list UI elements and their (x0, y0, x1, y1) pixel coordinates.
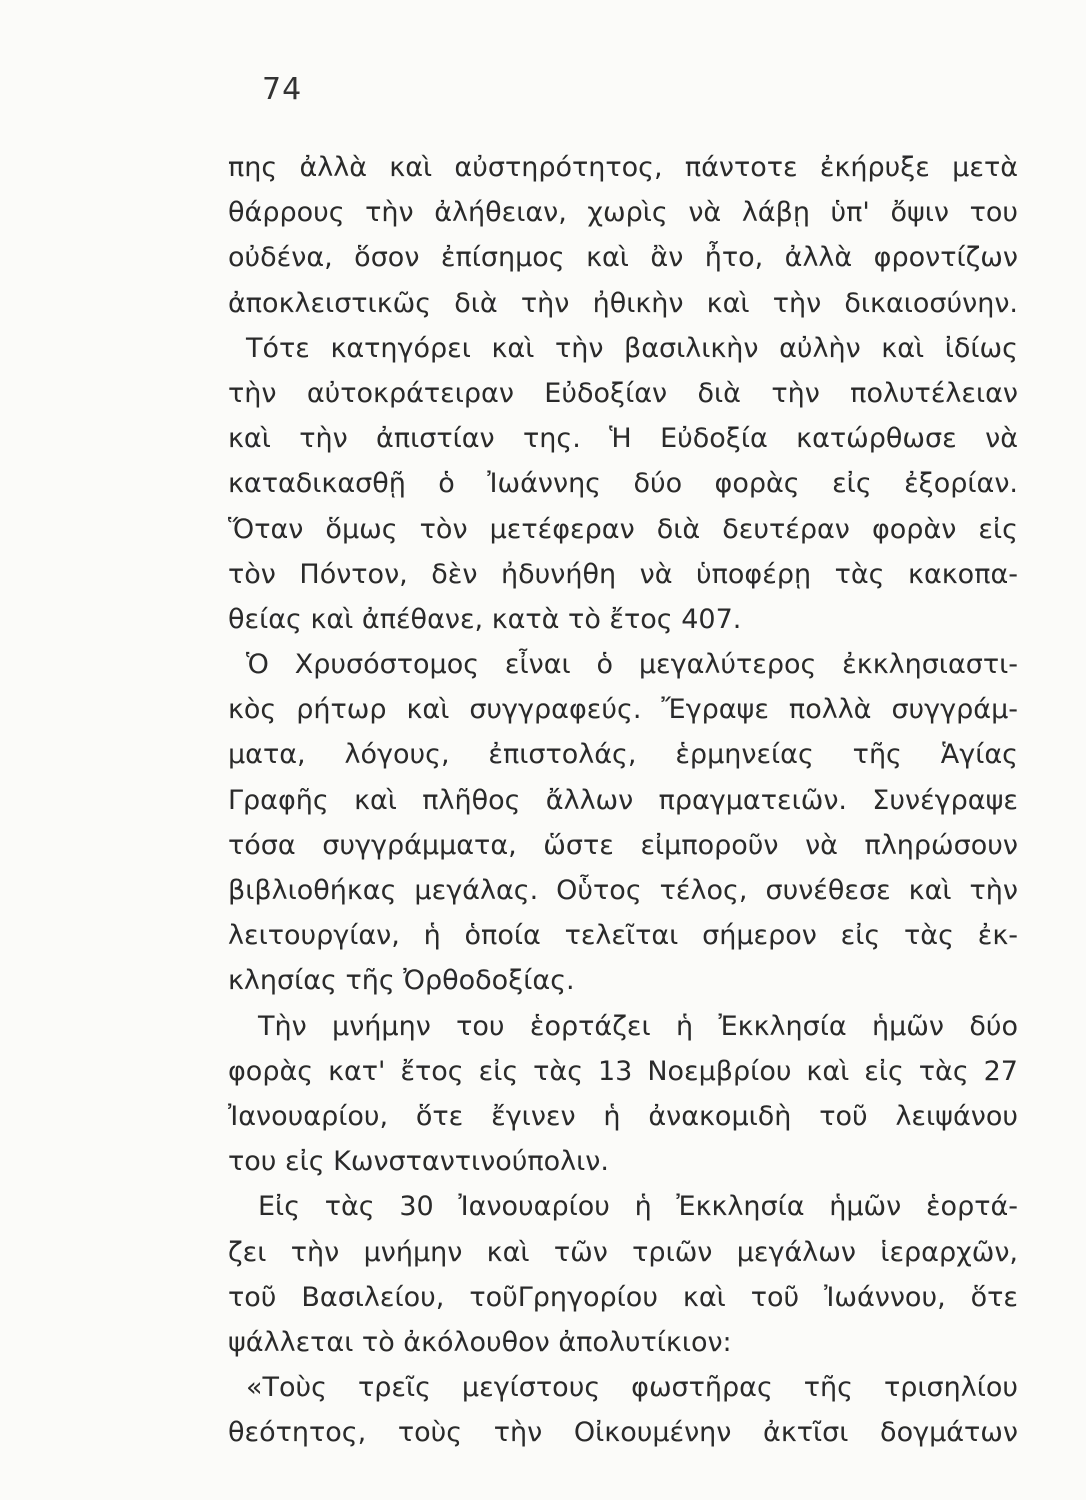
text-line: Ὁ Χρυσόστομος εἶναι ὁ μεγαλύτερος ἐκκλησιαστι- (246, 649, 1018, 681)
text-line: ζει τὴν μνήμην καὶ τῶν τριῶν μεγάλων ἱεραρχῶν, (228, 1236, 1018, 1268)
text-line: Ὅταν ὅμως τὸν μετέφεραν διὰ δευτέραν φορὰν εἰς (228, 513, 1018, 545)
text-line: λειτουργίαν, ἡ ὁποία τελεῖται σήμερον εἰς τὰς ἐκ- (228, 920, 1018, 952)
text-line: Τότε κατηγόρει καὶ τὴν βασιλικὴν αὐλὴν καὶ ἰδίως (246, 332, 1018, 364)
text-line: καὶ τὴν ἀπιστίαν της. Ἡ Εὐδοξία κατώρθωσε νὰ (228, 423, 1018, 455)
text-line: Εἰς τὰς 30 Ἰανουαρίου ἡ Ἐκκλησία ἡμῶν ἑορτά- (258, 1191, 1018, 1223)
text-line: βιβλιοθήκας μεγάλας. Οὗτος τέλος, συνέθεσε καὶ τὴν (228, 875, 1018, 906)
text-line: καταδικασθῇ ὁ Ἰωάννης δύο φορὰς εἰς ἐξορίαν. (228, 468, 1018, 500)
text-line: του εἰς Κωνσταντινούπολιν. (228, 1146, 609, 1178)
text-line: κὸς ρήτωρ καὶ συγγραφεύς. Ἔγραψε πολλὰ συγγράμ- (228, 694, 1018, 726)
page-number: 74 (262, 72, 303, 107)
text-line: φορὰς κατ' ἔτος εἰς τὰς 13 Νοεμβρίου καὶ εἰς τὰς 27 (228, 1055, 1018, 1087)
text-line: οὐδένα, ὅσον ἐπίσημος καὶ ἂν ἦτο, ἀλλὰ φροντίζων (228, 242, 1018, 274)
text-line: «Τοὺς τρεῖς μεγίστους φωστῆρας τῆς τρισηλίου (246, 1372, 1018, 1404)
text-line: ἀποκλειστικῶς διὰ τὴν ἠθικὴν καὶ τὴν δικαιοσύνην. (228, 287, 1018, 319)
text-line: πης ἀλλὰ καὶ αὐστηρότητος, πάντοτε ἐκήρυξε μετὰ (228, 152, 1018, 183)
text-line: θείας καὶ ἀπέθανε, κατὰ τὸ ἔτος 407. (228, 603, 742, 635)
text-line: ματα, λόγους, ἐπιστολάς, ἑρμηνείας τῆς Ἁγίας (228, 739, 1018, 771)
text-line: τόσα συγγράμματα, ὥστε εἰμποροῦν νὰ πληρώσουν (228, 829, 1018, 861)
text-line: τοῦ Βασιλείου, τοῦΓρηγορίου καὶ τοῦ Ἰωάννου, ὅτε (228, 1281, 1018, 1313)
text-line: ψάλλεται τὸ ἀκόλουθον ἀπολυτίκιον: (228, 1326, 732, 1358)
text-line: θάρρους τὴν ἀλήθειαν, χωρὶς νὰ λάβῃ ὑπ' ὄψιν του (228, 197, 1018, 229)
text-line: Τὴν μνήμην του ἑορτάζει ἡ Ἐκκλησία ἡμῶν δύο (258, 1010, 1018, 1042)
text-line: τὴν αὐτοκράτειραν Εὐδοξίαν διὰ τὴν πολυτέλειαν (228, 377, 1018, 409)
text-line: τὸν Πόντον, δὲν ἠδυνήθη νὰ ὑποφέρῃ τὰς κακοπα- (228, 558, 1018, 590)
body-text (228, 145, 1018, 1455)
text-line: κλησίας τῆς Ὀρθοδοξίας. (228, 965, 575, 997)
text-line: Γραφῆς καὶ πλῆθος ἄλλων πραγματειῶν. Συνέγραψε (228, 784, 1018, 816)
text-line: Ἰανουαρίου, ὅτε ἔγινεν ἡ ἀνακομιδὴ τοῦ λειψάνου (228, 1100, 1018, 1132)
text-line: θεότητος, τοὺς τὴν Οἰκουμένην ἀκτῖσι δογμάτων (228, 1417, 1018, 1449)
